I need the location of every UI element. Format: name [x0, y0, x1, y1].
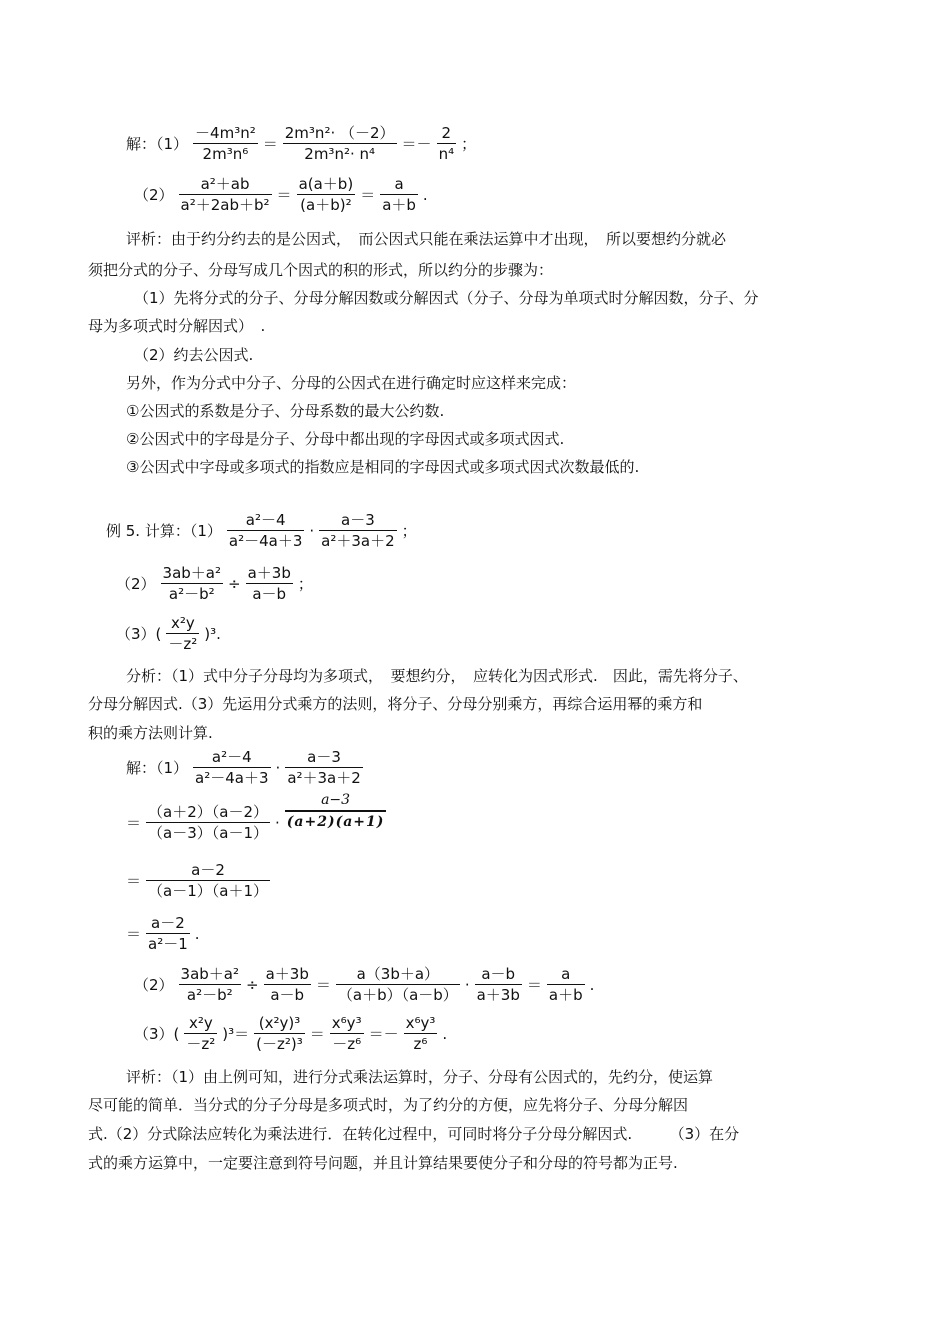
analysis-paragraph: 分析：（1）式中分子分母均为多项式， 要想约分， 应转化为因式形式. 因此，需先将分子、: [126, 667, 748, 685]
comment-paragraph: 评析：（1）由上例可知，进行分式乘法运算时，分子、分母有公因式的，先约分，使运算: [126, 1068, 714, 1086]
solution-5-step-d: ＝ $\frac{a-2}{\text{a²－1}}$ .: [126, 914, 200, 953]
solution-5-step-a: 解：（1） $\frac{\text{a²－4}}{\text{a²－4a＋3}}$ · $\frac{a-3}{\text{a²＋3a＋2}}$: [126, 748, 361, 787]
comment-paragraph: 式.（2）分式除法应转化为乘法进行．在转化过程中，可同时将分子分母分解因式. （3）在分: [88, 1125, 740, 1143]
example-5-q2: （2） $\frac{\text{3ab＋a²}}{\text{a²－b²}}$ ÷ $\frac{a+3b}{a-b}$ ；: [116, 564, 313, 603]
fraction: $\frac{a}{a+b}$: [382, 175, 416, 214]
fraction: $\frac{\text{a²－4}}{\text{a²－4a＋3}}$: [228, 511, 303, 550]
comment-paragraph: 另外，作为分式中分子、分母的公因式在进行确定时应这样来完成：: [126, 374, 577, 392]
step-1: （1）先将分式的分子、分母分解因数或分解因式（分子、分母为单项式时分解因数，分子、分: [134, 289, 759, 307]
fraction: $\frac{a(3b+a)}{(a+b)(a-b)}$: [337, 965, 458, 1004]
step-2: （2）约去公因式.: [134, 346, 254, 364]
fraction: $\frac{\text{x⁶y³}}{\text{－z⁶}}$: [331, 1014, 362, 1053]
fraction: $\frac{a-3}{\text{a²＋3a＋2}}$: [287, 748, 361, 787]
solution-5-part-3: （3）( $\frac{\text{x²y}}{\text{－z²}}$ )³＝ $\frac{\text{(x²y)³}}{\text{(－z²)³}}$ ＝ $\frac{\text{x⁶y³}}{\text{－z⁶}}$ ＝－ $\frac{\text{x⁶y³}}{\text{z⁶}}$ .: [134, 1014, 448, 1053]
analysis-paragraph: 积的乘方法则计算.: [88, 724, 213, 742]
fraction: $\frac{\text{x²y}}{\text{－z²}}$: [186, 1014, 216, 1053]
fraction: $\frac{a+3b}{a-b}$: [247, 564, 291, 603]
solution-5-step-b: ＝ $\frac{(a+2)(a-2)}{(a-3)(a-1)}$ · $\frac{a-3}{(a+2)(a+1)}$: [126, 791, 385, 842]
comment-paragraph: 尽可能的简单．当分式的分子分母是多项式时，为了约分的方便，应先将分子、分母分解因: [88, 1096, 689, 1114]
fraction: $\frac{\text{(x²y)³}}{\text{(－z²)³}}$: [256, 1014, 303, 1053]
example-5-q3: （3）( $\frac{\text{x²y}}{\text{－z²}}$ )³.: [116, 614, 221, 653]
fraction: $\frac{a-3}{\text{a²＋3a＋2}}$: [321, 511, 395, 550]
example-5-q1: 例 5. 计算：（1） $\frac{\text{a²－4}}{\text{a²－4a＋3}}$ · $\frac{a-3}{\text{a²＋3a＋2}}$ ；: [106, 511, 417, 550]
fraction: $\frac{\text{3ab＋a²}}{\text{a²－b²}}$: [180, 965, 240, 1004]
fraction: $\frac{a}{a+b}$: [548, 965, 583, 1004]
comment-paragraph: 评析：由于约分约去的是公因式， 而公因式只能在乘法运算中才出现， 所以要想约分就必: [126, 230, 727, 248]
fraction-image: $\frac{a-3}{(a+2)(a+1)}$: [286, 791, 385, 830]
fraction: $\frac{a-b}{a+3b}$: [476, 965, 520, 1004]
fraction: $\frac{2}{\text{n⁴}}$: [438, 124, 455, 163]
rule-1: ①公因式的系数是分子、分母系数的最大公约数.: [126, 402, 445, 420]
fraction: $\frac{\text{2m³n²· （－2）}}{\text{2m³n²· n⁴}}$: [284, 124, 395, 163]
fraction: $\frac{\text{3ab＋a²}}{\text{a²－b²}}$: [162, 564, 222, 603]
fraction: $\frac{\text{a²－4}}{\text{a²－4a＋3}}$: [195, 748, 269, 787]
rule-2: ②公因式中的字母是分子、分母中都出现的字母因式或多项式因式.: [126, 430, 565, 448]
fraction: $\frac{a-2}{(a-1)(a+1)}$: [148, 861, 268, 900]
fraction: $\frac{\text{a²＋ab}}{\text{a²＋2ab＋b²}}$: [180, 175, 270, 214]
fraction: $\frac{\text{－4m³n²}}{\text{2m³n⁶}}$: [195, 124, 256, 163]
solution-5-step-c: ＝ $\frac{a-2}{(a-1)(a+1)}$: [126, 861, 268, 900]
step-1-continued: 母为多项式时分解因式） .: [88, 317, 266, 335]
fraction: $\frac{\text{x⁶y³}}{\text{z⁶}}$: [405, 1014, 436, 1053]
solution-5-part-2: （2） $\frac{\text{3ab＋a²}}{\text{a²－b²}}$ ÷ $\frac{a+3b}{a-b}$ ＝ $\frac{a(3b+a)}{(a+b)(a-b)}$ · $\frac{a-b}{a+3b}$ ＝ $\frac{a}{a+b}$ .: [134, 965, 595, 1004]
rule-3: ③公因式中字母或多项式的指数应是相同的字母因式或多项式因式次数最低的.: [126, 458, 640, 476]
fraction: $\frac{(a+2)(a-2)}{(a-3)(a-1)}$: [148, 803, 268, 842]
comment-paragraph: 式的乘方运算中，一定要注意到符号问题，并且计算结果要使分子和分母的符号都为正号.: [88, 1154, 678, 1172]
fraction: $\frac{a+3b}{a-b}$: [265, 965, 309, 1004]
solution-2-expression: （2） $\frac{\text{a²＋ab}}{\text{a²＋2ab＋b²}}$ ＝ $\frac{a(a+b)}{\text{(a＋b)²}}$ ＝ $\frac{a}{a+b}$ .: [134, 175, 428, 214]
example-label: 例 5. 计算：（1）: [106, 521, 222, 540]
fraction: $\frac{\text{x²y}}{\text{－z²}}$: [168, 614, 198, 653]
solution-1-expression: 解：（1） $\frac{\text{－4m³n²}}{\text{2m³n⁶}}$ ＝ $\frac{\text{2m³n²· （－2）}}{\text{2m³n²· n⁴}}$ ＝－ $\frac{2}{\text{n⁴}}$ ；: [126, 124, 477, 163]
fraction: $\frac{a-2}{\text{a²－1}}$: [148, 914, 188, 953]
analysis-paragraph: 分母分解因式.（3）先运用分式乘方的法则，将分子、分母分别乘方，再综合运用幂的乘方和: [88, 695, 703, 713]
comment-paragraph: 须把分式的分子、分母写成几个因式的积的形式，所以约分的步骤为：: [88, 261, 554, 279]
fraction: $\frac{a(a+b)}{\text{(a＋b)²}}$: [298, 175, 354, 214]
solution-label: 解：（1）: [126, 134, 189, 153]
